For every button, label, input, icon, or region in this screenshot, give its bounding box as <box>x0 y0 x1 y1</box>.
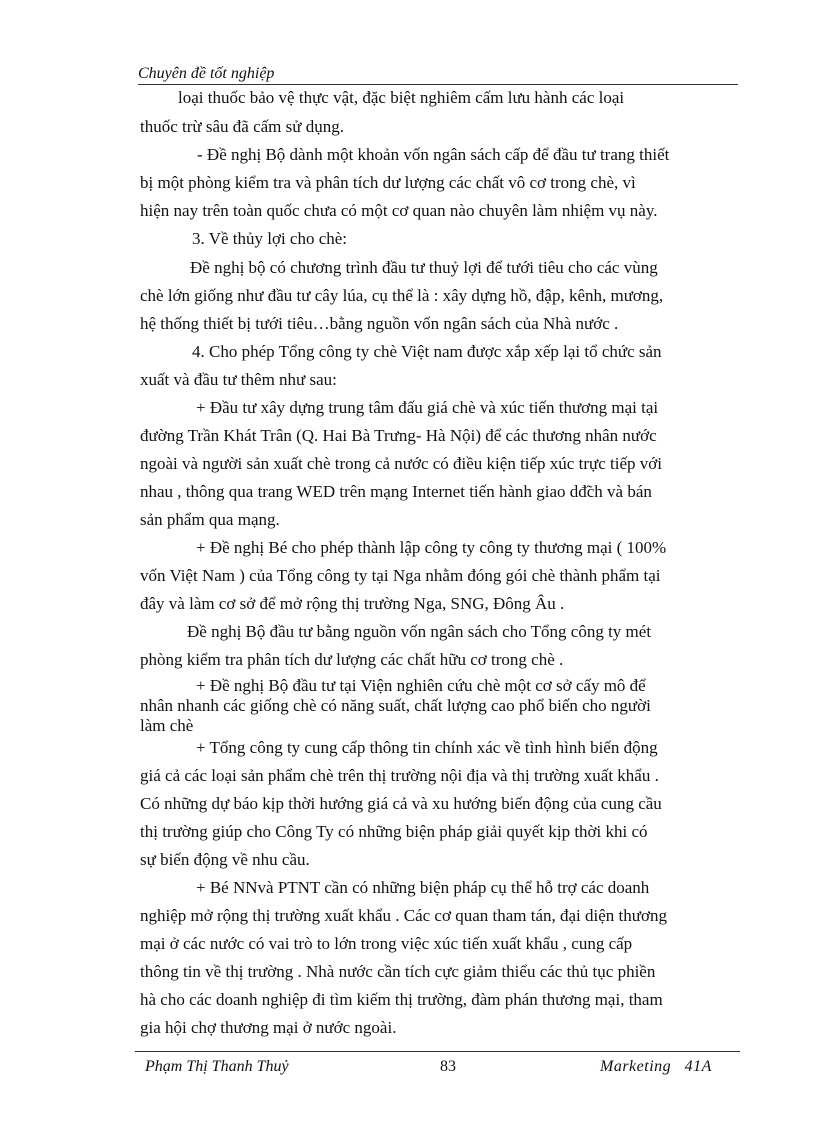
body-line: + Tổng công ty cung cấp thông tin chính xác về tình hình biến động <box>196 738 658 757</box>
body-line: hà cho các doanh nghiệp đi tìm kiếm thị trường, đàm phán thương mại, tham <box>140 990 663 1009</box>
body-line: nhau , thông qua trang WED trên mạng Internet tiến hành giao dđ̃ch và bán <box>140 482 652 501</box>
body-line: - Đề nghị Bộ dành một khoản vốn ngân sách cấp để đầu tư trang thiết <box>197 145 670 164</box>
body-line: chè lớn giống như đầu tư cây lúa, cụ thể là : xây dựng hồ, đập, kênh, mương, <box>140 286 664 305</box>
body-line: xuất và đầu tư thêm như sau: <box>140 370 337 389</box>
body-line: đây và làm cơ sở để mở rộng thị trường Nga, SNG, Đông Âu . <box>140 594 565 613</box>
body-line: nghiệp mở rộng thị trường xuất khẩu . Các cơ quan tham tán, đại diện thương <box>140 906 667 925</box>
body-line: bị một phòng kiểm tra và phân tích dư lượng các chất vô cơ trong chè, vì <box>140 173 636 192</box>
body-line: Có những dự báo kịp thời hướng giá cả và xu hướng biến động của cung cầu <box>140 794 662 813</box>
body-line: đường Trần Khát Trân (Q. Hai Bà Trưng- Hà Nội) để các thương nhân nước <box>140 426 657 445</box>
footer-class: Marketing 41A <box>600 1058 712 1075</box>
body-line: thị trường giúp cho Công Ty có những biện pháp giải quyết kịp thời khi có <box>140 822 648 841</box>
body-line: thông tin về thị trường . Nhà nước cần tích cực giảm thiểu các thủ tục phiền <box>140 962 656 981</box>
page-footer <box>135 1051 740 1075</box>
body-line: + Đề nghị Bộ đầu tư tại Viện nghiên cứu chè một cơ sở cấy mô để <box>196 676 646 695</box>
body-line: + Đầu tư xây dựng trung tâm đấu giá chè và xúc tiến thương mại tại <box>196 398 659 417</box>
body-line: thuốc trừ sâu đã cấm sử dụng. <box>140 117 344 136</box>
body-line: + Đề nghị Bé cho phép thành lập công ty công ty thương mại ( 100% <box>196 538 667 557</box>
section-heading: 4. Cho phép Tổng công ty chè Việt nam được xắp xếp lại tổ chức sản <box>192 342 662 361</box>
body-line: sản phẩm qua mạng. <box>140 510 280 529</box>
body-line: làm chè <box>140 716 194 735</box>
body-line: + Bé NNvà PTNT cần có những biện pháp cụ thể hỗ trợ các doanh <box>196 878 650 897</box>
body-line: giá cả các loại sản phẩm chè trên thị trường nội địa và thị trường xuất khẩu . <box>140 766 659 785</box>
header-title: Chuyên đề tốt nghiệp <box>138 65 275 82</box>
body-line: hiện nay trên toàn quốc chưa có một cơ quan nào chuyên làm nhiệm vụ này. <box>140 201 658 220</box>
page-number: 83 <box>440 1058 456 1075</box>
body-line: loại thuốc bảo vệ thực vật, đặc biệt nghiêm cấm lưu hành các loại <box>178 88 625 107</box>
body-line: phòng kiểm tra phân tích dư lượng các chất hữu cơ trong chè . <box>140 650 564 669</box>
body-line: vốn Việt Nam ) của Tổng công ty tại Nga nhằm đóng gói chè thành phẩm tại <box>140 566 661 585</box>
footer-author: Phạm Thị Thanh Thuỷ <box>145 1058 289 1075</box>
body-line: nhân nhanh các giống chè có năng suất, chất lượng cao phổ biến cho người <box>140 696 651 715</box>
section-heading: 3. Về thủy lợi cho chè: <box>192 229 348 248</box>
body-line: ngoài và người sản xuất chè trong cả nước có điều kiện tiếp xúc trực tiếp với <box>140 454 662 473</box>
body-line: sự biến động về nhu cầu. <box>140 850 310 869</box>
body-line: Đề nghị bộ có chương trình đầu tư thuỷ lợi để tưới tiêu cho các vùng <box>190 258 658 277</box>
page-header <box>138 64 738 85</box>
body-line: hệ thống thiết bị tưới tiêu…bằng nguồn vốn ngân sách của Nhà nước . <box>140 314 619 333</box>
body-line: gia hội chợ thương mại ở nước ngoài. <box>140 1018 397 1037</box>
body-line: mại ở các nước có vai trò to lớn trong việc xúc tiến xuất khẩu , cung cấp <box>140 934 633 953</box>
body-line: Đề nghị Bộ đầu tư bằng nguồn vốn ngân sách cho Tổng công ty mét <box>187 622 652 641</box>
